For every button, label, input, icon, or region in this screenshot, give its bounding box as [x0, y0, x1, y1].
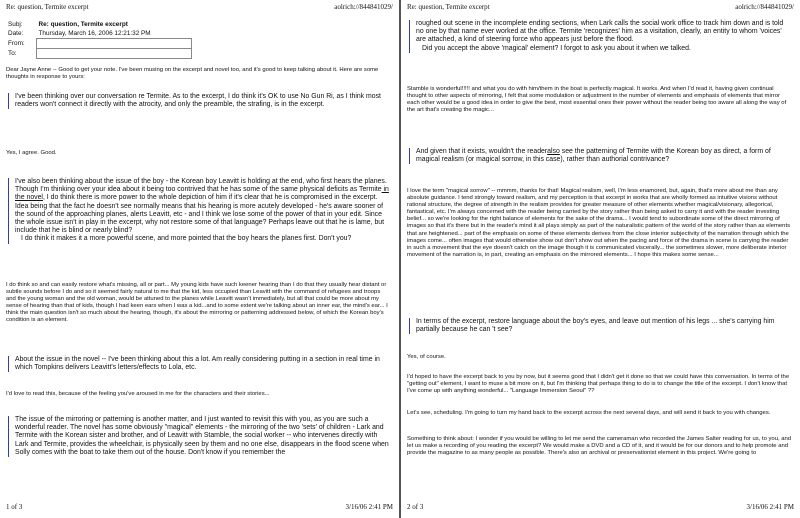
quote-text: I've been thinking over our conversation re Termite. As to the excerpt, I do think it's OK to use No Gun Ri, as I think most readers won't connect it directly with the atrocity, and only the preamble, the strafing, is in the excerpt. [15, 93, 381, 109]
quote-text: I do think it makes it a more powerful scene, and more pointed that the boy hears the planes first. Don't you? [21, 235, 352, 243]
quote-stamble-visitation [409, 20, 792, 53]
quote-text: In terms of the excerpt, restore language about the boy's eyes, and leave out mention of his legs ... she's carrying him partially because he can 't see? [416, 318, 775, 334]
page-2 [401, 0, 800, 518]
header-title: Re: question, Termite excerpt [6, 3, 89, 11]
paragraph-scheduling: Let's see, scheduling. I'm going to turn my hand back to the excerpt across the next several days, and will send it back to you with changes. [407, 410, 771, 416]
subject-label: Subj: [8, 20, 23, 28]
message-meta [6, 20, 391, 59]
quote-text: The issue of the mirroring or patterning is another matter, and I just wanted to revisit this with you, as you are such a wonderful reader. The novel has some obviously "magical" elements - the mirroring of the two 'sets' of children - Lark and Termite with the Korean sister and brother, and of Leavitt with Stamble, the social worker -- who intervenes directly with Lark and Termite, provides the wheelchair, is physically seen by them and no one else, disappears in the flood scene when Solly comes with the boat to take them out of the house. Don't know if you remember the [15, 416, 389, 456]
quote-no-gun-ri [8, 93, 391, 109]
page-1 [0, 0, 399, 518]
header-title: Re: question, Termite excerpt [407, 3, 490, 11]
quote-text: I've also been thinking about the issue of the boy - the Korean boy Leavitt is holding at the end, who first hears the planes. Though I'm thinking over your idea about it being too contrived that he has some of the same physical deficits as Termite [15, 178, 387, 194]
paragraph-recording: Something to think about: I wonder if you would be willing to let me send the cameraman who recorded the James Salter reading for us, to you, and let us make a recording of you reading the excerpt? We would make a DVD and a CD of it, and it would be for our donors and to help promote and provide the magazine to as many people as possible. There's also an archival or preservationist element in this project. We're going to [407, 436, 792, 457]
quote-text: roughed out scene in the incomplete ending sections, when Lark calls the social work office to track him down and is told no one by that name ever worked at the office. Termite 'recognizes' him as a visitation, clearly, an entity to whom 'voices' are attached, a kind of steering force who appears just before the flood. [416, 20, 784, 44]
footer-date: 3/16/06 2:41 PM [345, 503, 393, 511]
from-label: From: [8, 39, 25, 47]
footer-date: 3/16/06 2:41 PM [746, 503, 794, 511]
to-value [37, 49, 192, 59]
quote-magical-realism [409, 148, 792, 164]
paragraph-magical-sorrow: I love the term "magical sorrow" -- mmmm, thanks for that! Magical realism, well, I'm less enamored, but, again, that's more about me than any absolute guidance. I tend strongly toward realism, and my perception is that excerpt in works that are wholly formed as intuitive visions without rational structure, the degree of strength in the realism provides for greater measure of other elements whether magical/visionary, allegorical, fantastical, etc. I'm always concerned with the reader being carried by the story rather than being asked to carry it and with the reader investing belief... so we're looking for the right balance of elements for the sake of the drama... I would tend to subordinate some of the direct mirroring of images so that it's there but in the reader's mind it all plays simply as part of the naturalistic pattern of the world of the story rather than as elements that are heightened... part of the emphasis on some of these elements derives from the close interior subjectivity of the narration through which the images come... often images that would otherwise show out don't show out when the pacing and force of the drama in scene is carrying the reader in such a movement that the eye doesn't catch on the image though it is communicated viscerally... the sometimes slower, more deliberate interior movement of the narration is, in part, creating an emphasis on the mirrored elements... I hope this makes some sense... [407, 188, 791, 258]
subject-value: Re: question, Termite excerpt [38, 20, 128, 28]
quote-novel-issue [8, 356, 391, 372]
page-header [407, 3, 794, 11]
quote-text: Did you accept the above 'magical' element? I forgot to ask you about it when we talked. [422, 44, 691, 52]
header-account: aolrich://844841029/ [735, 3, 794, 11]
footer-page-number: 2 of 3 [407, 503, 424, 511]
quote-boys-eyes [409, 318, 792, 334]
page-footer [407, 503, 794, 511]
quote-mirroring [8, 416, 391, 457]
quote-text: And given that it exists, wouldn't the reader [416, 148, 548, 155]
paragraph-yes: Yes, of course. [407, 354, 446, 360]
date-value: Thursday, March 16, 2006 12:21:32 PM [38, 29, 151, 37]
page-header [6, 3, 393, 11]
footer-page-number: 1 of 3 [6, 503, 23, 511]
to-label: To: [8, 49, 17, 57]
paragraph-stamble: Stamble is wonderful!!!!! and what you do with him/them in the boat is perfectly magical. It works. And when I'd read it, having given continual thought to other aspects of mirroring, I felt that some modulation or adjustment in the number of elements and emphasis of elements that mirror each other would be a good idea in order to give the best, most essential ones their power without the reader being too aware all along the way of the art that's creating the magic... [407, 86, 787, 114]
paragraph-love-to-read: I'd love to read this, because of the feeling you've aroused in me for the characters and their stories... [6, 391, 270, 397]
paragraph-hearing: I do think so and can easily restore what's missing, all or part... My young kids have such keener hearing than I do that they usually hear distant or subtle sounds before I do and so it seemed fairly natural to me that the kid, less occupied than Leavitt with the command of refugees and troops and the young woman and the old woman, would be attuned to the planes while Leavitt wasn't immediately, but all that could be more about my sense of hearing than that of kids, though I had keen ears when I was a kid...and to some extent we're talking about an inner ear, the mind's ear... I think the main question isn't so much about the hearing, though, it's about the mirroring or patterning addressed below, of which the Korean boy's condition is an element. [6, 282, 388, 324]
quote-text: , I do think there is more power to the whole depiction of him if it's clear that he is compromised in the excerpt. Idea being that the fact he doesn't see normally means that his hearing is more acutely developed - he's aware sooner of the sound of the approaching planes, alerts Leavitt, etc - and I think we lose some of the power of that in your edit. Since the whole issue isn't in play in the excerpt, why not restore some of that language? Perhaps leave out that he is lame, but include that he is blind or nearly blind? [15, 194, 385, 235]
page-footer [6, 503, 393, 511]
quote-underlined: in the novel [15, 186, 389, 202]
quote-text: About the issue in the novel -- I've been thinking about this a lot. Am really considering putting in a section in real time in which Tompkins delivers Leavitt's letters/effects to Lola, etc. [15, 356, 380, 372]
header-account: aolrich://844841029/ [334, 3, 393, 11]
paragraph-agree: Yes, I agree. Good. [6, 150, 57, 156]
paragraph-title-change: I'd hoped to have the excerpt back to you by now, but it seems good that I didn't get it done so that we could have this conversation. In terms of the "getting out" element, I want to muse a bit more on it, but I'm thinking that perhaps thing to do is to change the title of the excerpt. I don't know that I've come up with anything wonderful... "Language Immersion Seoul" ?? [407, 374, 790, 395]
paragraph-greeting: Dear Jayne Anne -- Good to get your note. I've been musing on the excerpt and novel too, and it's good to keep talking about it. Here are some thoughts in response to yours: [6, 67, 379, 81]
quote-underlined: also [547, 148, 560, 155]
date-label: Date: [8, 30, 24, 38]
quote-text: see the patterning of Termite with the Korean boy as direct, a form of magical realism (or magical sorrow, in this case), rather than authorial contrivance? [416, 148, 771, 164]
quote-korean-boy [8, 178, 391, 244]
from-value [37, 39, 192, 49]
